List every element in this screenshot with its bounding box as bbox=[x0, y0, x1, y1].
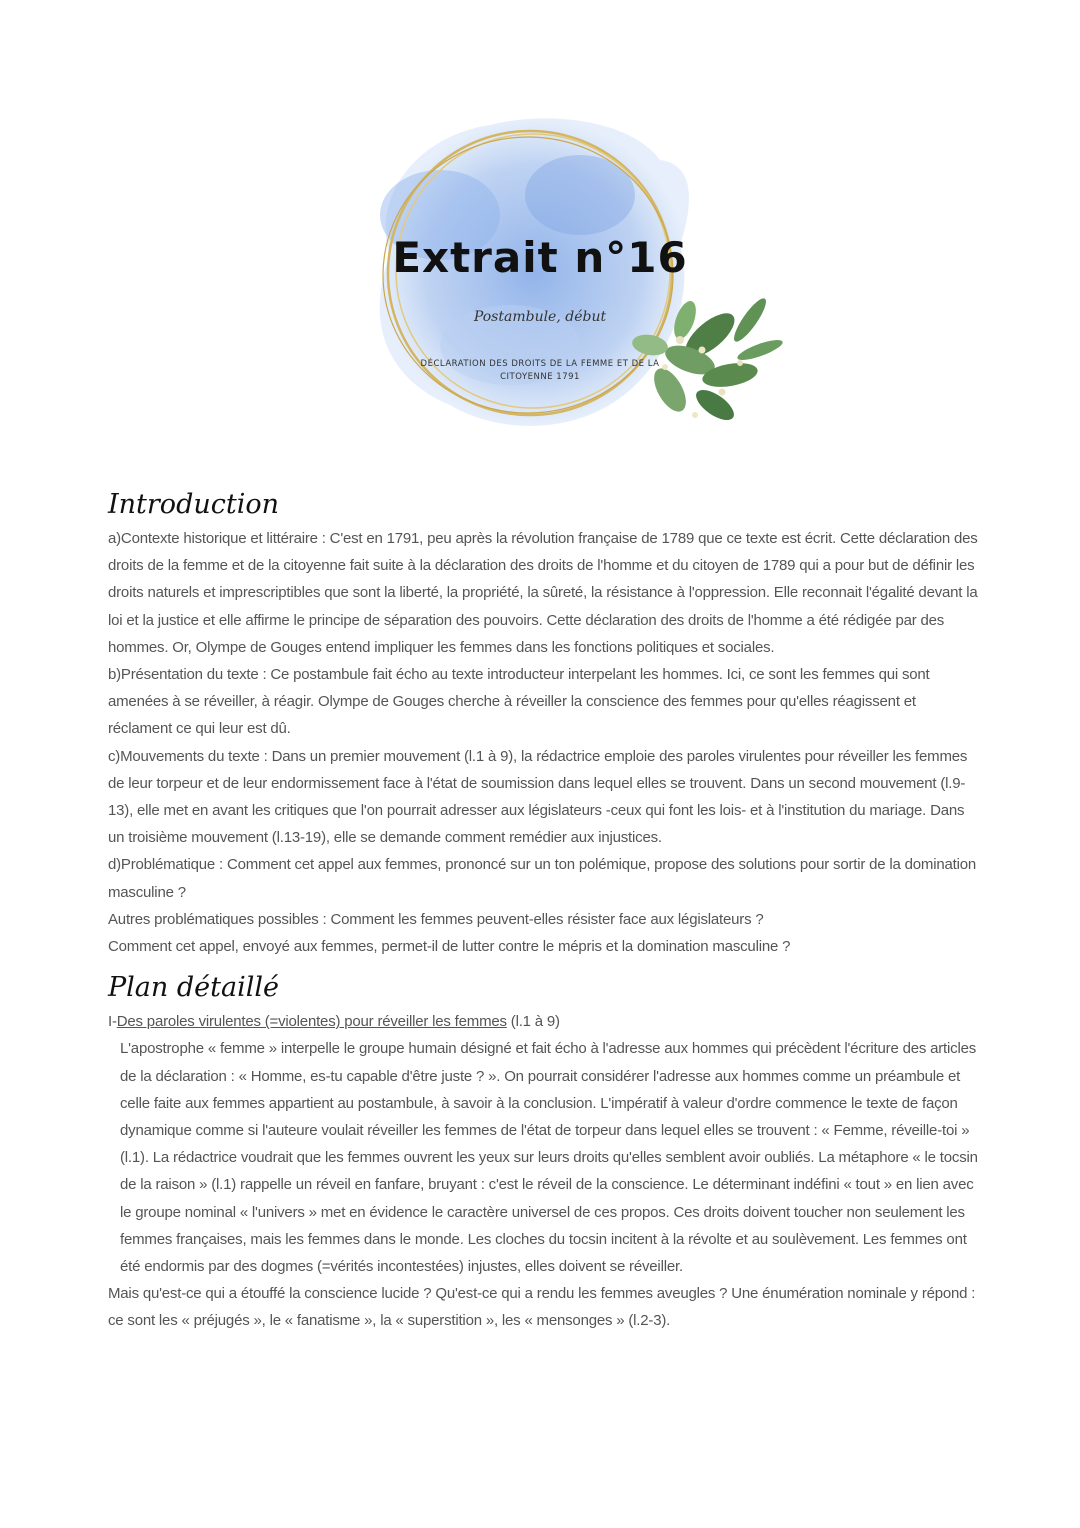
page-title: Extrait n°16 bbox=[392, 233, 688, 282]
part-prefix: I- bbox=[108, 1013, 117, 1031]
part-title-underlined: Des paroles virulentes (=violentes) pour réveiller les femmes bbox=[116, 1013, 507, 1031]
plan-heading: Plan détaillé bbox=[108, 972, 279, 1004]
intro-context bbox=[108, 525, 978, 661]
intro-other-problematic-1: Autres problématiques possibles : Comment les femmes peuvent-elles résister face aux législateurs ? bbox=[108, 910, 764, 928]
introduction-heading: Introduction bbox=[108, 489, 279, 520]
intro-context-text: : C'est en 1791, peu après la révolution française de 1789 que ce texte est écrit. Cette déclaration des droits de la femme et de la citoyenne fait suite à la déclaration des droits de l'homme et du citoyen de 1789 qui a pour but de définir les droits naturels et imprescriptibles que sont la liberté, la propriété, la sûreté, la résistance à l'oppression. Elle reconnait l'égalité devant la loi et la justice et elle affirme le principe de séparation des pouvoirs. Cette déclaration des droits de l'homme a été rédigée par des hommes. Or, Olympe de Gouges entend impliquer les femmes dans les fonctions politiques et sociales. bbox=[108, 530, 978, 656]
caption-line-1: DÉCLARATION DES DROITS DE LA FEMME ET DE LA bbox=[420, 359, 660, 369]
intro-movements-text: : Dans un premier mouvement (l.1 à 9), la rédactrice emploie des paroles virulentes pour réveiller les femmes de leur torpeur et de leur endormissement face à l'état de soumission dans lequel elles se trouvent. Dans un second mouvement (l.9-13), elle met en avant les critiques que l'on pourrait adresser aux législateurs -ceux qui font les lois- et à l'institution du mariage. Dans un troisième mouvement (l.13-19), elle se demande comment remédier aux injustices. bbox=[108, 747, 968, 847]
document-body bbox=[108, 485, 978, 1335]
title-banner bbox=[330, 105, 800, 445]
caption-line-2: CITOYENNE 1791 bbox=[500, 372, 580, 382]
plan-part-title bbox=[108, 1008, 978, 1035]
intro-problematic-label: d)Problématique bbox=[108, 856, 216, 874]
intro-movements bbox=[108, 743, 978, 852]
intro-movements-label: c)Mouvements du texte bbox=[108, 747, 260, 765]
intro-presentation-label: b)Présentation du texte bbox=[108, 666, 259, 684]
page-subtitle: Postambule, début bbox=[473, 309, 607, 325]
header-caption bbox=[390, 358, 690, 384]
intro-presentation-text: : Ce postambule fait écho au texte introducteur interpelant les hommes. Ici, ce sont les femmes qui sont amenées à se réveiller, à réagir. Olympe de Gouges cherche à réveiller la conscience des femmes pour qu'elles réagissent et réclament ce qui leur est dû. bbox=[108, 666, 930, 738]
intro-problematic-text: : Comment cet appel aux femmes, prononcé sur un ton polémique, propose des solutions pour sortir de la domination masculine ? bbox=[108, 856, 977, 901]
plan-paragraph-2: Mais qu'est-ce qui a étouffé la conscience lucide ? Qu'est-ce qui a rendu les femmes aveugles ? Une énumération nominale y répond : ce sont les « préjugés », le « fanatisme », la « superstition », les « mensonges » (l.2-3). bbox=[108, 1285, 976, 1330]
plan-paragraph-1: L'apostrophe « femme » interpelle le groupe humain désigné et fait écho à l'adresse aux hommes qui précèdent l'écriture des articles de la déclaration : « Homme, es-tu capable d'être juste ? ». On pourrait considérer l'adresse aux hommes comme un préambule et celle faite aux femmes appartient au postambule, à savoir à la conclusion. L'impératif à valeur d'ordre commence le texte de façon dynamique comme si l'auteure voulait réveiller les femmes de l'état de torpeur dans lequel elles se trouvent : « Femme, réveille-toi » (l.1). La rédactrice voudrait que les femmes ouvrent les yeux sur leurs droits qu'elles semblent avoir oubliés. La métaphore « le tocsin de la raison » (l.1) rappelle un réveil en fanfare, bruyant : c'est le réveil de la conscience. Le déterminant indéfini « tout » en lien avec le groupe nominal « l'univers » met en évidence le caractère universel de ces propos. Ces droits doivent toucher non seulement les femmes françaises, mais les femmes dans le monde. Les cloches du tocsin incitent à la révolte et au soulèvement. Les femmes ont été endormis par des dogmes (=vérités incontestées) injustes, elles doivent se réveiller. bbox=[120, 1040, 978, 1276]
part-lines: (l.1 à 9) bbox=[506, 1013, 560, 1031]
intro-presentation bbox=[108, 661, 978, 743]
intro-problematic bbox=[108, 851, 978, 905]
intro-context-label: a)Contexte historique et littéraire bbox=[108, 530, 318, 547]
intro-other-problematic-2: Comment cet appel, envoyé aux femmes, permet-il de lutter contre le mépris et la domination masculine ? bbox=[108, 938, 791, 956]
